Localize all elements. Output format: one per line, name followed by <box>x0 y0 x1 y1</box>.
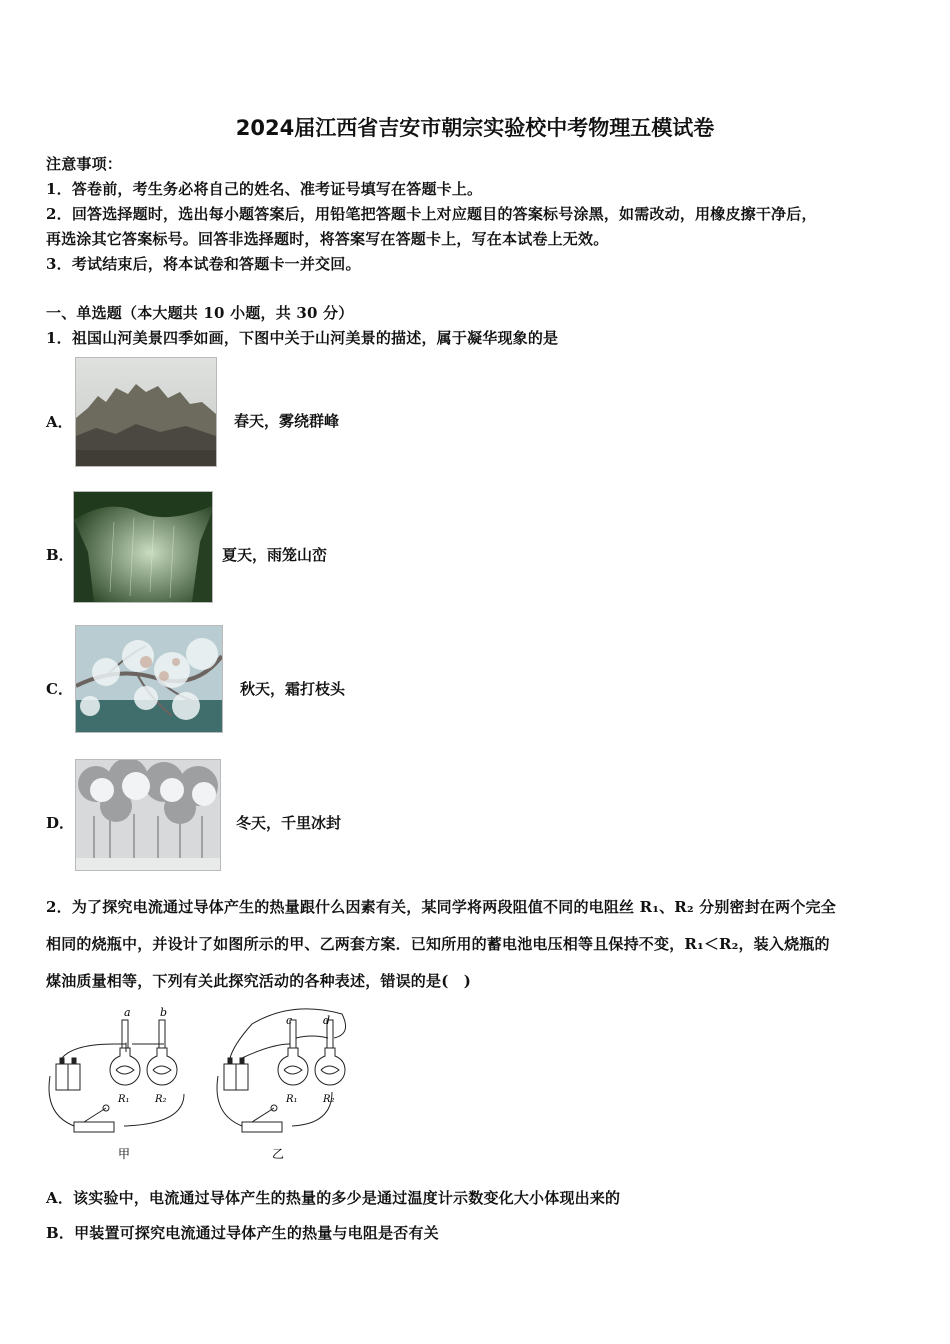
label-r1-jia: R₁ <box>118 1094 130 1105</box>
q1-option-a-text: 春天，雾绕群峰 <box>234 412 340 430</box>
q1-option-a-letter: A． <box>46 413 73 431</box>
q1-option-d-text: 冬天，千里冰封 <box>236 814 342 832</box>
label-c: c <box>286 1014 293 1027</box>
q2-stem-line-1: 2．为了探究电流通过导体产生的热量跟什么因素有关，某同学将两段阻值不同的电阻丝 R₁、R₂ 分别密封在两个完全 <box>46 898 836 916</box>
label-r2-yi: R₂ <box>323 1094 335 1105</box>
circuit-jia <box>49 1020 184 1132</box>
label-r1-yi: R₁ <box>286 1094 298 1105</box>
circuit-yi <box>217 1009 346 1132</box>
q1-option-b-text: 夏天，雨笼山峦 <box>222 546 328 564</box>
notice-item-2-cont: 再选涂其它答案标号。回答非选择题时，将答案写在答题卡上，写在本试卷上无效。 <box>46 230 609 248</box>
q2-option-b: B．甲装置可探究电流通过导体产生的热量与电阻是否有关 <box>46 1224 439 1242</box>
q1-option-b-letter: B． <box>46 546 74 564</box>
q2-stem-line-2: 相同的烧瓶中，并设计了如图所示的甲、乙两套方案．已知所用的蓄电池电压相等且保持不变，R₁＜R₂，装入烧瓶的 <box>46 935 830 953</box>
label-a: a <box>124 1006 131 1019</box>
label-d: d <box>323 1014 331 1027</box>
q1-option-d-letter: D． <box>46 814 75 832</box>
mountain-fog-image <box>75 357 217 467</box>
circuit-diagram <box>44 1004 364 1164</box>
notice-item-3: 3．考试结束后，将本试卷和答题卡一并交回。 <box>46 255 361 273</box>
rainy-forest-image <box>73 491 213 603</box>
notice-heading: 注意事项： <box>46 155 123 173</box>
caption-jia: 甲 <box>118 1147 131 1161</box>
frost-branch-image <box>75 625 223 733</box>
q1-option-c-text: 秋天，霜打枝头 <box>240 680 346 698</box>
label-r2-jia: R₂ <box>155 1094 167 1105</box>
q2-stem-line-3: 煤油质量相等，下列有关此探究活动的各种表述，错误的是( ) <box>46 972 471 990</box>
notice-item-2: 2．回答选择题时，选出每小题答案后，用铅笔把答题卡上对应题目的答案标号涂黑，如需改动，用橡皮擦干净后， <box>46 205 817 223</box>
notice-item-1: 1．答卷前，考生务必将自己的姓名、准考证号填写在答题卡上。 <box>46 180 483 198</box>
label-b: b <box>160 1006 168 1019</box>
q1-stem: 1．祖国山河美景四季如画，下图中关于山河美景的描述，属于凝华现象的是 <box>46 329 559 347</box>
q2-option-a: A．该实验中，电流通过导体产生的热量的多少是通过温度计示数变化大小体现出来的 <box>46 1189 621 1207</box>
q1-option-c-letter: C． <box>46 680 73 698</box>
frozen-trees-image <box>75 759 221 871</box>
caption-yi: 乙 <box>272 1147 285 1161</box>
section-heading: 一、单选题（本大题共 10 小题，共 30 分） <box>46 304 354 322</box>
page-title: 2024届江西省吉安市朝宗实验校中考物理五模试卷 <box>235 116 715 140</box>
